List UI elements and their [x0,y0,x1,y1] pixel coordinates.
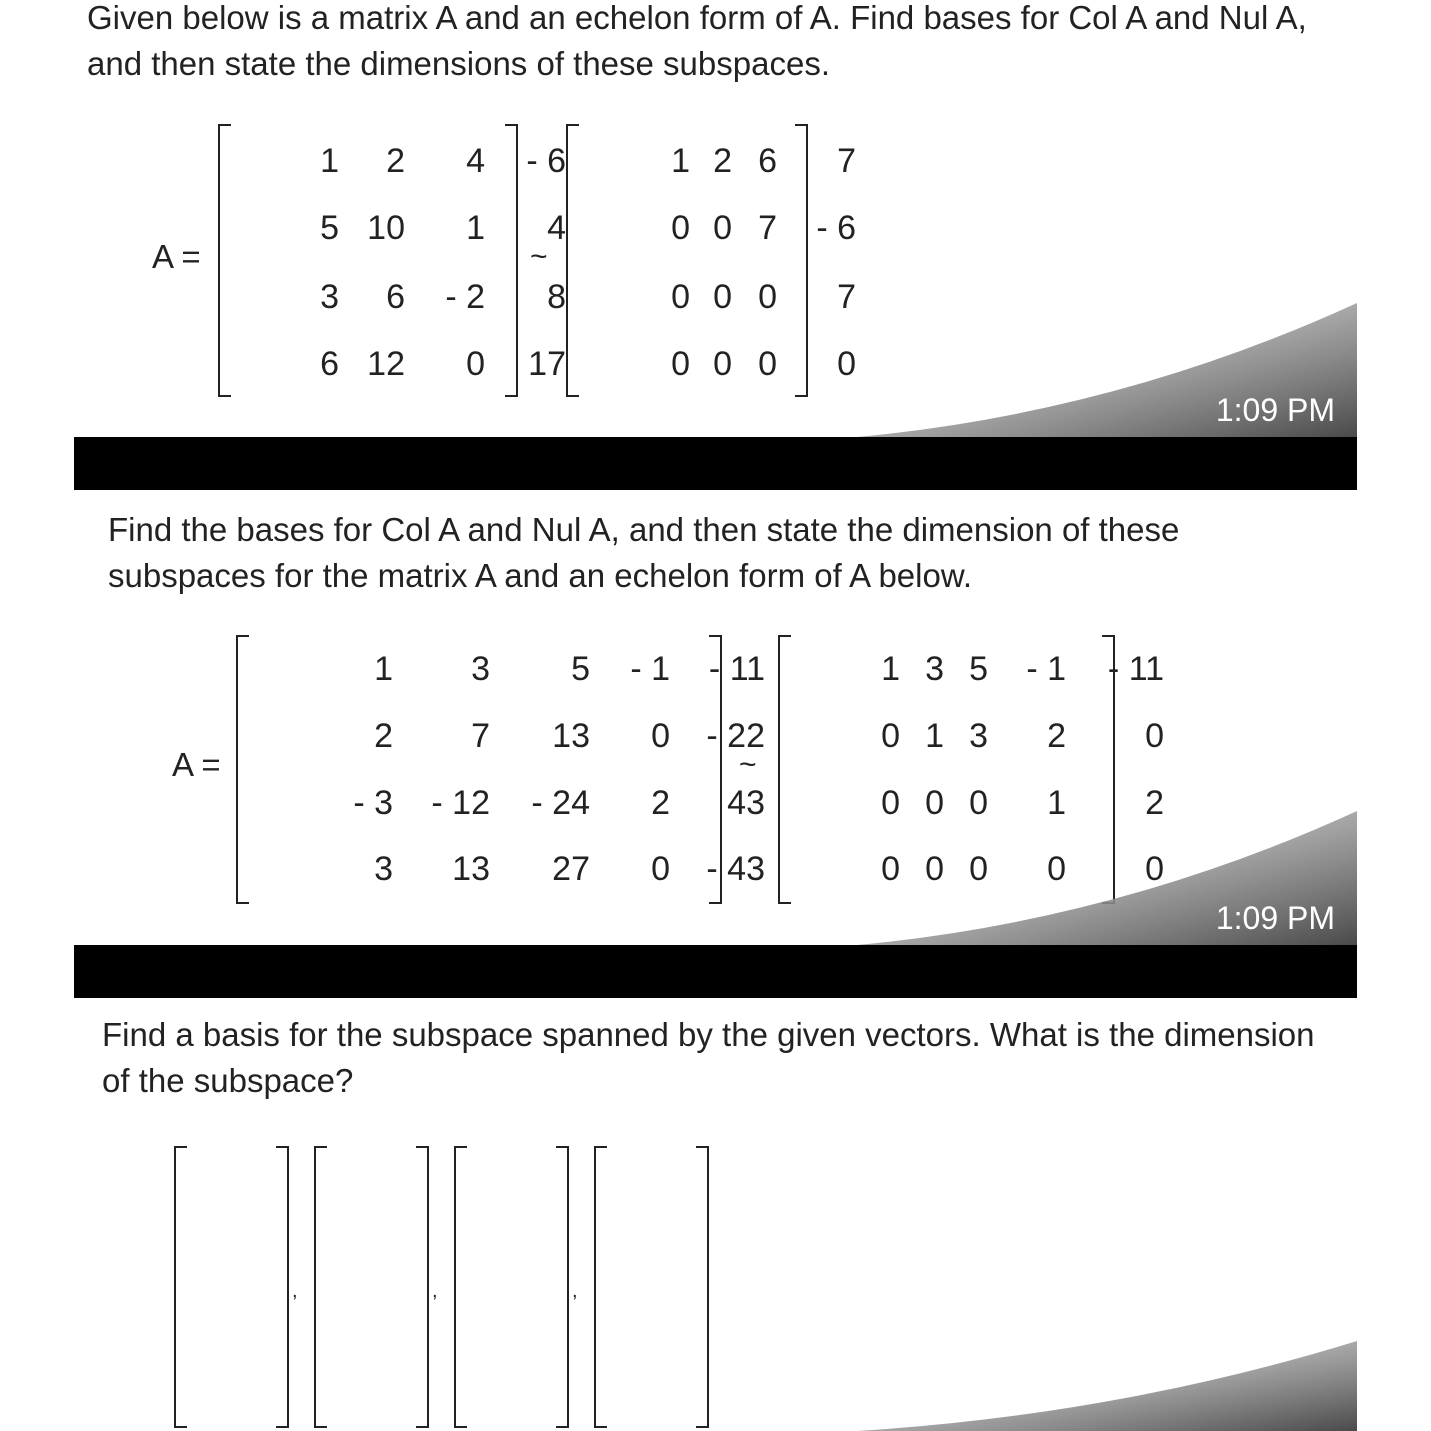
matrix-entry: - 11 [1107,650,1164,688]
vector-3 [454,1146,569,1428]
matrix-entry: 8 [547,278,566,316]
matrix-entry: 5 [320,209,339,247]
matrix-entry: 0 [758,345,777,383]
echelon-matrix [566,124,856,397]
matrix-entry: 1 [671,142,690,180]
matrix-entry: 2 [386,142,405,180]
matrix-label: A = [152,238,201,275]
black-divider [74,437,1357,490]
matrix-entry: 27 [552,850,590,888]
matrix-entry: 0 [671,345,690,383]
screenshot-1 [74,0,1357,437]
matrix-entry: 3 [471,650,490,688]
problem-prompt: Find a basis for the subspace spanned by the given vectors. What is the dimension of the subspace? [102,1016,1324,1099]
matrix-entry: 4 [466,142,485,180]
matrix-entry: - 2 [445,278,485,316]
timestamp: 1:09 PM [1215,900,1335,936]
matrix-entry: 5 [571,650,590,688]
matrix-entry: 0 [925,850,944,888]
problem-prompt: Given below is a matrix A and an echelon form of A. Find bases for Col A and Nul A, and then state the dimensions of these subspaces. [87,0,1317,82]
row-equivalent-symbol: ~ [530,240,548,273]
matrix-entry: 2 [651,784,670,822]
matrix-entry: 0 [466,345,485,383]
matrix-a [218,124,566,397]
vector-1 [174,1146,289,1428]
matrix-entry: 6 [320,345,339,383]
matrix-entry: 1 [1047,784,1066,822]
matrix-entry: 10 [367,209,405,247]
matrix-entry: 1 [320,142,339,180]
left-bracket [174,1146,187,1428]
matrix-entry: 7 [837,142,856,180]
matrix-label: A = [172,746,221,783]
vector-separator: , [572,1280,578,1302]
black-divider [74,945,1357,998]
matrix-entry: 2 [1145,784,1164,822]
matrix-entry: 0 [881,717,900,755]
left-bracket [594,1146,607,1428]
matrix-entry: 0 [969,850,988,888]
matrix-entry: - 12 [431,784,490,822]
matrix-entry: 4 [547,209,566,247]
matrix-entry: - 1 [1026,650,1066,688]
matrix-entry: 5 [969,650,988,688]
vector-4 [594,1146,709,1428]
problem-prompt: Find the bases for Col A and Nul A, and then state the dimension of these subspaces for the matrix A and an echelon form of A below. [108,511,1189,594]
matrix-entry: 0 [837,345,856,383]
matrix-entry: 3 [969,717,988,755]
matrix-entry: - 6 [526,142,566,180]
vector-2 [314,1146,429,1428]
matrix-entry: 3 [320,278,339,316]
matrix-entry: - 11 [708,650,765,688]
matrix-entry: - 1 [630,650,670,688]
screenshot-3 [74,998,1357,1431]
vector-separator: , [432,1280,438,1302]
matrix-entry: - 24 [531,784,590,822]
vector-separator: , [292,1280,298,1302]
left-bracket [314,1146,327,1428]
matrix-entry: 1 [881,650,900,688]
right-bracket [696,1146,709,1428]
matrix-entry: 13 [452,850,490,888]
matrix-entry: 13 [552,717,590,755]
right-bracket [416,1146,429,1428]
matrix-entry: 0 [925,784,944,822]
matrix-entry: 0 [1047,850,1066,888]
matrix-entry: 0 [969,784,988,822]
matrix-entry: - 6 [816,209,856,247]
matrix-entry: 0 [713,345,732,383]
matrix-entry: 6 [758,142,777,180]
matrix-entry: 1 [925,717,944,755]
matrix-entry: 0 [758,278,777,316]
matrix-entry: 17 [528,345,566,383]
matrix-entry: - 3 [353,784,393,822]
right-bracket [276,1146,289,1428]
matrix-entry: 0 [1145,717,1164,755]
matrix-entry: 0 [671,209,690,247]
matrix-entry: 2 [1047,717,1066,755]
matrix-entry: 7 [837,278,856,316]
matrix-entry: - 22 [706,717,765,755]
matrix-entry: 3 [925,650,944,688]
timestamp-shadow [857,1341,1357,1431]
matrix-entry: 0 [651,717,670,755]
matrix-entry: 7 [758,209,777,247]
screenshot-2 [74,490,1357,945]
matrix-entry: 0 [1145,850,1164,888]
right-bracket [556,1146,569,1428]
matrix-entry: 0 [713,209,732,247]
matrix-entry: 43 [727,784,765,822]
row-equivalent-symbol: ~ [739,748,757,781]
matrix-entry: 0 [713,278,732,316]
matrix-entry: 7 [471,717,490,755]
left-bracket [454,1146,467,1428]
matrix-entry: 2 [713,142,732,180]
matrix-entry: - 43 [706,850,765,888]
matrix-entry: 0 [881,850,900,888]
timestamp: 1:09 PM [1215,392,1335,428]
matrix-entry: 6 [386,278,405,316]
matrix-entry: 1 [466,209,485,247]
matrix-entry: 0 [671,278,690,316]
matrix-entry: 0 [881,784,900,822]
matrix-entry: 1 [374,650,393,688]
matrix-entry: 12 [367,345,405,383]
matrix-a [236,635,765,904]
matrix-entry: 3 [374,850,393,888]
matrix-entry: 2 [374,717,393,755]
matrix-entry: 0 [651,850,670,888]
